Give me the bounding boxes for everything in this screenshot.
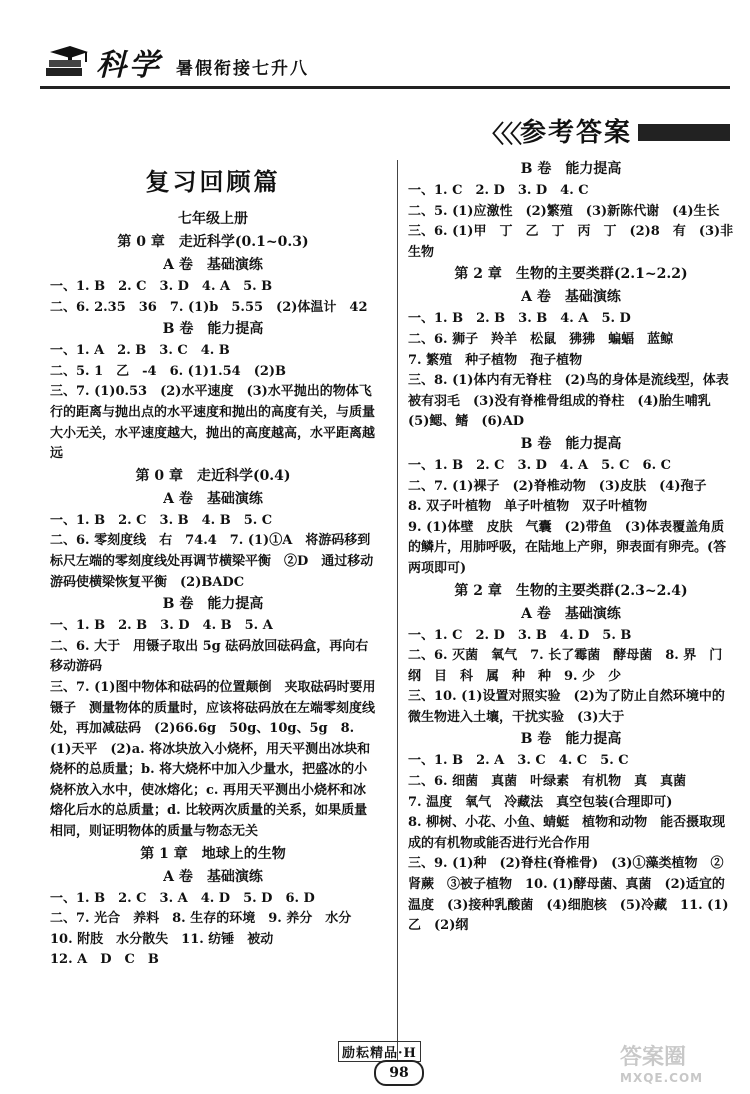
answer-line: 8. 柳树、小花、小鱼、蜻蜓 植物和动物 能否摄取现成的有机物或能否进行光合作用 [408,815,726,851]
answer-line: 三、8. (1)体内有无脊柱 (2)鸟的身体是流线型，体表被有羽毛 (3)没有脊椎骨组成的脊柱 (4)胎生哺乳 (5)鳃、鳍 (6)AD [408,373,729,430]
answer-line: 一、1. B 2. C 3. B 4. B 5. C [50,512,273,528]
answer-line: 二、6. 细菌 真菌 叶绿素 有机物 真 真菌 [408,774,687,790]
answer-line: 一、1. B 2. A 3. C 4. C 5. C [408,753,629,769]
answer-line: 一、1. C 2. D 3. D 4. C [408,183,589,198]
page-header [0,0,750,110]
answer-line: 一、1. B 2. C 3. A 4. D 5. D 6. D [50,890,315,906]
chapter-heading: 第 2 章 生物的主要类群(2.3~2.4) [454,582,688,599]
answer-line: 一、1. A 2. B 3. C 4. B [50,343,230,359]
column-divider [397,160,398,1060]
part-heading: B 卷 能力提高 [520,161,622,177]
chapter-heading: 第 1 章 地球上的生物 [140,845,286,862]
right-column [408,158,734,937]
watermark [620,1040,740,1090]
answer-line: 三、6. (1)甲 丁 乙 丁 丙 丁 (2)8 有 (3)非生物 [408,224,734,260]
answer-line: 7. 繁殖 种子植物 孢子植物 [408,352,583,368]
answer-line: 12. A D C B [50,952,159,968]
answer-line: 8. 双子叶植物 单子叶植物 双子叶植物 [408,499,648,515]
watermark-logo: 答案圈 [620,1045,687,1070]
chapter-heading: 第 0 章 走近科学(0.4) [135,467,291,484]
answer-line: 二、6. 零刻度线 右 74.4 7. (1)①A 将游码移到标尺左端的零刻度线处再调节横梁平衡 ②D 通过移动游码使横梁恢复平衡 (2)BADC [50,533,374,590]
part-heading: B 卷 能力提高 [520,731,622,748]
page-number: 98 [374,1060,424,1086]
answer-line: 三、7. (1)图中物体和砝码的位置颠倒 夹取砝码时要用镊子 测量物体的质量时，应该将砝码放在左端零刻度线处，再加减砝码 (2)66.6g 50g、10g、5g 8. (1)天平 (2)a. 将冰块放入小烧杯，用天平测出冰块和烧杯的总质量；b. 将大烧杯中加入少量水，把盛冰的小烧杯放入水中，使冰熔化；c. 再用天平测出小烧杯和冰熔化后水的总质量；d. 比较两次质量的关系，如果质量相同，则证明物体的质量与物态无关 [50,679,376,840]
answer-line: 二、6. 灭菌 氧气 7. 长了霉菌 酵母菌 8. 界 门 纲 目 科 属 种 种 9. 少 少 [408,648,736,684]
answer-line: 一、1. C 2. D 3. B 4. D 5. B [408,627,632,643]
part-heading: A 卷 基础演练 [163,490,263,507]
banner-bar [638,124,730,141]
answer-line: 一、1. B 2. C 3. D 4. A 5. B [50,279,273,294]
part-heading: A 卷 基础演练 [163,868,263,885]
answer-line: 三、7. (1)0.53 (2)水平速度 (3)水平抛出的物体飞行的距离与抛出点的水平速度和抛出的高度有关，与质量大小无关，水平速度越大，抛出的高度越高，水平距离越远 [50,384,376,462]
section-title: 复习回顾篇 [145,167,281,196]
answer-line: 7. 温度 氧气 冷藏法 真空包装(合理即可) [408,794,673,810]
book-stack-with-graduation-cap-icon [42,38,90,86]
part-heading: A 卷 基础演练 [521,289,621,306]
answer-line: 二、7. (1)裸子 (2)脊椎动物 (3)皮肤 (4)孢子 [408,478,707,494]
right-answer-list [408,158,734,937]
answer-line: 三、10. (1)设置对照实验 (2)为了防止自然环境中的微生物进入土壤，干扰实验 (3)大于 [408,689,725,725]
answer-line: 二、6. 大于 用镊子取出 5g 砝码放回砝码盒，再向右移动游码 [50,638,369,675]
chevron-left-icon: 〈〈〈 [480,119,519,148]
answer-line: 二、7. 光合 养料 8. 生存的环境 9. 养分 水分 10. 附肢 水分散失 11. 纺锤 被动 [50,911,365,947]
part-heading: B 卷 能力提高 [520,435,622,452]
answer-line: 二、5. 1 乙 -4 6. (1)1.54 (2)B [50,363,287,379]
answer-line: 二、6. 狮子 羚羊 松鼠 狒狒 蝙蝠 蓝鲸 [408,331,674,347]
part-heading: A 卷 基础演练 [163,257,263,273]
brand-title: 科学 [96,48,162,83]
answer-line: 三、9. (1)种 (2)脊柱(脊椎骨) (3)①藻类植物 ②肾蕨 ③被子植物 10. (1)酵母菌、真菌 (2)适宜的温度 (3)接种乳酸菌 (4)细胞核 (5)冷藏 11. (1)乙 (2)纲 [408,856,729,934]
chapter-heading: 第 0 章 走近科学(0.1~0.3) [117,234,309,250]
part-heading: B 卷 能力提高 [162,321,264,338]
answer-line: 9. (1)体壁 皮肤 气囊 (2)带鱼 (3)体表覆盖角质的鳞片，用肺呼吸，在陆地上产卵，卵表面有卵壳。(答两项即可) [408,519,727,576]
chapter-heading: 第 2 章 生物的主要类群(2.1~2.2) [454,266,688,283]
grade-heading: 七年级上册 [178,211,248,227]
header-divider [40,86,730,89]
answer-title: 参考答案 [520,118,633,148]
answer-line: 一、1. B 2. C 3. D 4. A 5. C 6. C [408,457,671,473]
answer-line: 二、6. 2.35 36 7. (1)b 5.55 (2)体温计 42 [50,299,368,315]
footer-brand: 励耘精品·H [338,1041,421,1062]
answer-line: 二、5. (1)应激性 (2)繁殖 (3)新陈代谢 (4)生长 [408,203,720,219]
answer-line: 一、1. B 2. B 3. D 4. B 5. A [50,618,273,634]
watermark-url: MXQE.COM [620,1071,704,1085]
header-subtitle: 暑假衔接七升八 [176,59,309,79]
part-heading: A 卷 基础演练 [521,605,621,622]
left-column [50,150,376,971]
part-heading: B 卷 能力提高 [162,596,264,613]
left-answer-list [50,231,376,971]
answer-line: 一、1. B 2. B 3. B 4. A 5. D [408,311,631,327]
